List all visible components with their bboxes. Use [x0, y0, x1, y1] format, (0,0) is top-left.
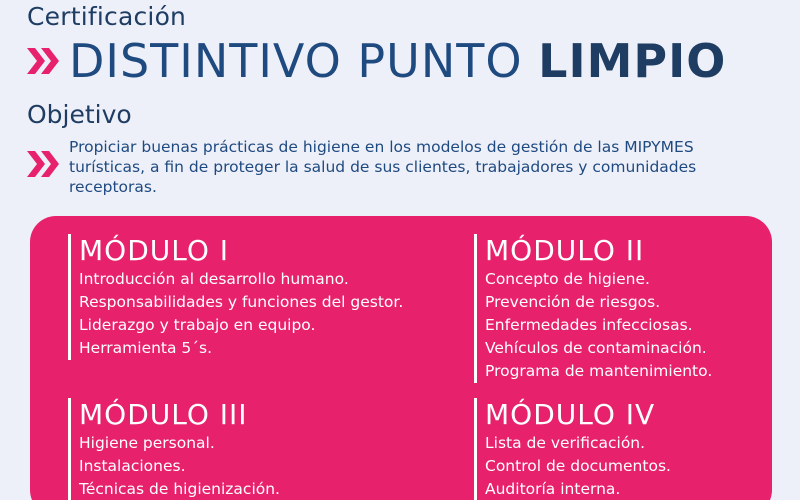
title-regular: DISTINTIVO PUNTO [69, 34, 539, 88]
module-item: Control de documentos. [485, 457, 671, 475]
module-item: Vehículos de contaminación. [485, 339, 707, 357]
page-title [69, 34, 726, 88]
module-item: Higiene personal. [79, 434, 215, 452]
module-item: Técnicas de higienización. [79, 480, 280, 498]
module-title: MÓDULO III [79, 398, 248, 431]
double-chevron-icon [27, 48, 63, 74]
module-4 [474, 398, 671, 500]
module-title: MÓDULO II [485, 234, 645, 267]
title-bold: LIMPIO [538, 34, 727, 88]
module-item: Prevención de riesgos. [485, 293, 661, 311]
objective-row [27, 137, 787, 197]
module-item: Enfermedades infecciosas. [485, 316, 693, 334]
module-item: Introducción al desarrollo humano. [79, 270, 349, 288]
module-title: MÓDULO I [79, 234, 230, 267]
module-item: Herramienta 5´s. [79, 339, 213, 357]
module-item: Responsabilidades y funciones del gestor. [79, 293, 404, 311]
module-item: Instalaciones. [79, 457, 186, 475]
module-1 [68, 234, 403, 360]
module-item: Lista de verificación. [485, 434, 646, 452]
module-item: Auditoría interna. [485, 480, 621, 498]
title-row [27, 34, 726, 88]
objective-heading: Objetivo [27, 100, 132, 129]
module-item: Liderazgo y trabajo en equipo. [79, 316, 316, 334]
module-item: Programa de mantenimiento. [485, 362, 713, 380]
module-title: MÓDULO IV [485, 398, 656, 431]
module-2 [474, 234, 712, 383]
module-item: Concepto de higiene. [485, 270, 650, 288]
objective-text: Propiciar buenas prácticas de higiene en los modelos de gestión de las MIPYMES turísticas, a fin de proteger la salud de sus clientes, trabajadores y comunidades receptoras. [69, 138, 697, 196]
double-chevron-icon [27, 151, 63, 177]
certification-label: Certificación [27, 2, 187, 31]
module-3 [68, 398, 280, 500]
